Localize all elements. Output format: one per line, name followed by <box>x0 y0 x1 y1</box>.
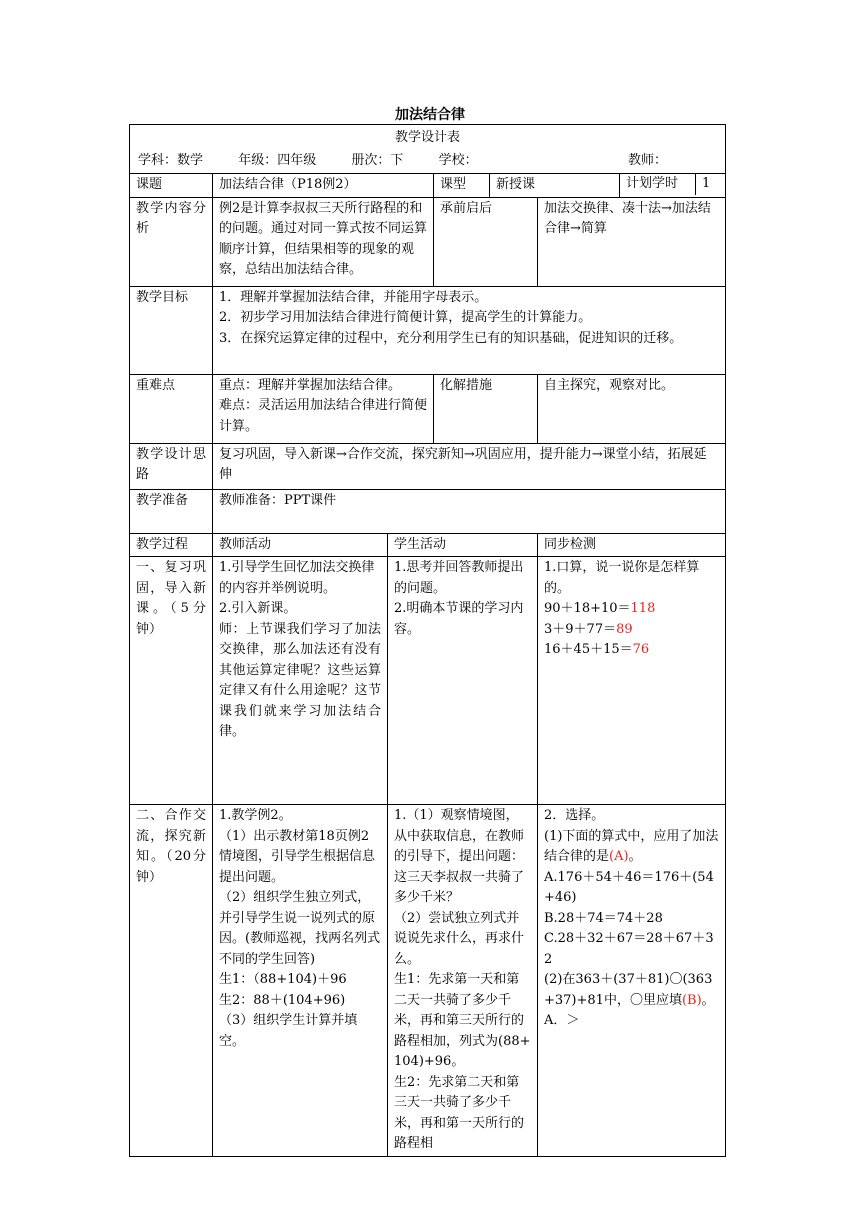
teacher-field: 教师： <box>628 152 668 168</box>
link-value: 加法交换律、凑十法→加法结合律→简算 <box>538 197 726 286</box>
student-activity: 1.思考并回答教师提出的问题。 <box>394 560 524 596</box>
document-title: 加法结合律 <box>395 107 465 123</box>
teacher-activity: 生2：88＋(104+96) <box>219 992 346 1008</box>
hours-value: 1 <box>702 176 711 191</box>
info-row <box>130 150 726 174</box>
check-item: 3＋9＋77＝89 <box>544 621 633 637</box>
link-label: 承前启后 <box>434 197 538 286</box>
student-activity: 生2：先求第二天和第三天一共骑了多少千米，再和第一天所行的路程相 <box>394 1074 525 1151</box>
keypoints-row <box>130 374 726 443</box>
student-activity: 2.明确本节课的学习内容。 <box>394 601 524 637</box>
teacher-activity: （3）组织学生计算并填空。 <box>219 1013 358 1049</box>
goal-item: 1．理解并掌握加法结合律，并能用字母表示。 <box>219 289 488 305</box>
caption-row <box>130 125 726 150</box>
hours-label: 计划学时 <box>620 174 696 195</box>
question-option: A．＞ <box>544 1013 580 1028</box>
question-1-answer: (A) <box>609 849 629 864</box>
keypoints-label: 重难点 <box>130 374 213 443</box>
check-title: 2．选择。 <box>544 808 605 823</box>
prep-row <box>130 489 726 533</box>
measure-label: 化解措施 <box>434 374 538 443</box>
check-item: 90＋18+10＝118 <box>544 601 656 616</box>
stage-1-row <box>130 557 726 805</box>
question-option: C.28＋32＋67＝28＋67＋32 <box>544 931 714 967</box>
process-header-student: 学生活动 <box>388 533 538 557</box>
prep-text: 教师准备：PPT课件 <box>213 489 726 533</box>
student-activity: 1.（1）观察情境图，从中获取信息，在教师的引导下，提出问题：这三天李叔叔一共骑了多少千米？ <box>394 808 525 905</box>
topic-label: 课题 <box>130 174 213 198</box>
prep-label: 教学准备 <box>130 489 213 533</box>
question-2: (2)在363＋(37＋81)〇(363+37)+81中，〇里应填(B)。 <box>544 972 715 1008</box>
goal-item: 3．在探究运算定律的过程中，充分利用学生已有的知识基础，促进知识的迁移。 <box>219 330 683 346</box>
teacher-activity: 1.教学例2。 <box>219 808 292 823</box>
school-field: 学校： <box>438 152 478 168</box>
key-point: 重点：理解并掌握加法结合律。 <box>219 377 402 393</box>
goals-label: 教学目标 <box>130 286 213 374</box>
process-header-stage: 教学过程 <box>130 533 213 557</box>
measure-value: 自主探究，观察对比。 <box>538 374 726 443</box>
stage-2-row <box>130 805 726 1157</box>
teacher-activity: 师：上节课我们学习了加法交换律，那么加法还有没有其他运算定律呢？这些运算定律又有什么用途呢？这节课我们就来学习加法结合律。 <box>219 621 381 739</box>
check-answer: 76 <box>632 642 650 657</box>
teacher-activity: 2.引入新课。 <box>219 601 297 616</box>
topic-value: 加法结合律（P18例2） <box>213 174 434 198</box>
difficulty-point: 难点：灵活运用加法结合律进行简便计算。 <box>219 398 428 434</box>
lesson-design-table <box>129 124 726 1157</box>
teacher-activity: 生1：（88+104)＋96 <box>219 972 347 987</box>
check-item: 16＋45＋15＝76 <box>544 642 650 657</box>
content-analysis-text: 例2是计算李叔叔三天所行路程的和的问题。通过对同一算式按不同运算顺序计算，但结果相等的现象的观察，总结出加法结合律。 <box>213 197 434 286</box>
lesson-type-label: 课型 <box>434 174 490 198</box>
goals-row <box>130 286 726 374</box>
topic-row <box>130 174 726 198</box>
content-analysis-row <box>130 197 726 286</box>
student-activity: （2）尝试独立列式并说说先求什么，再求什么。 <box>394 910 525 967</box>
teacher-activity: （1）出示教材第18页例2情境图，引导学生根据信息提出问题。 <box>219 828 376 885</box>
design-text: 复习巩固，导入新课→合作交流，探究新知→巩固应用，提升能力→课堂小结，拓展延伸 <box>213 443 726 489</box>
table-caption: 教学设计表 <box>130 125 726 150</box>
goals-list <box>213 286 726 374</box>
question-option: A.176＋54＋46＝176＋(54+46) <box>544 869 714 905</box>
teacher-activity: （2）组织学生独立列式，并引导学生说一说列式的原因。(教师巡视，找两名列式不同的学生回答) <box>219 890 381 967</box>
grade-field: 年级：四年级 <box>238 152 317 168</box>
teacher-activity: 1.引导学生回忆加法交换律的内容并举例说明。 <box>219 560 375 596</box>
stage-1-label: 一、复习巩固，导入新课。（5分钟） <box>130 557 213 805</box>
design-row <box>130 443 726 489</box>
stage-2-label: 二、合作交流，探究新知。（20分钟） <box>130 805 213 1157</box>
question-2-answer: (B) <box>681 992 702 1008</box>
process-header-check: 同步检测 <box>538 533 726 557</box>
question-1: (1)下面的算式中，应用了加法结合律的是(A)。 <box>544 828 719 864</box>
goal-item: 2．初步学习用加法结合律进行简便计算，提高学生的计算能力。 <box>219 310 592 325</box>
process-header-teacher: 教师活动 <box>213 533 388 557</box>
check-intro: 1.口算，说一说你是怎样算的。 <box>544 560 700 596</box>
check-answer: 118 <box>630 601 656 616</box>
content-analysis-label: 教学内容分析 <box>130 197 213 286</box>
subject-field: 学科：数学 <box>138 152 204 168</box>
process-header-row <box>130 533 726 557</box>
lesson-type-value: 新授课 <box>490 174 620 198</box>
check-answer: 89 <box>616 621 633 637</box>
question-option: B.28＋74＝74＋28 <box>544 910 663 926</box>
student-activity: 生1：先求第一天和第二天一共骑了多少千米，再和第三天所行的路程相加，列式为(88+104)+96。 <box>394 972 531 1069</box>
design-label: 教学设计思路 <box>130 443 213 489</box>
volume-field: 册次：下 <box>351 152 404 168</box>
